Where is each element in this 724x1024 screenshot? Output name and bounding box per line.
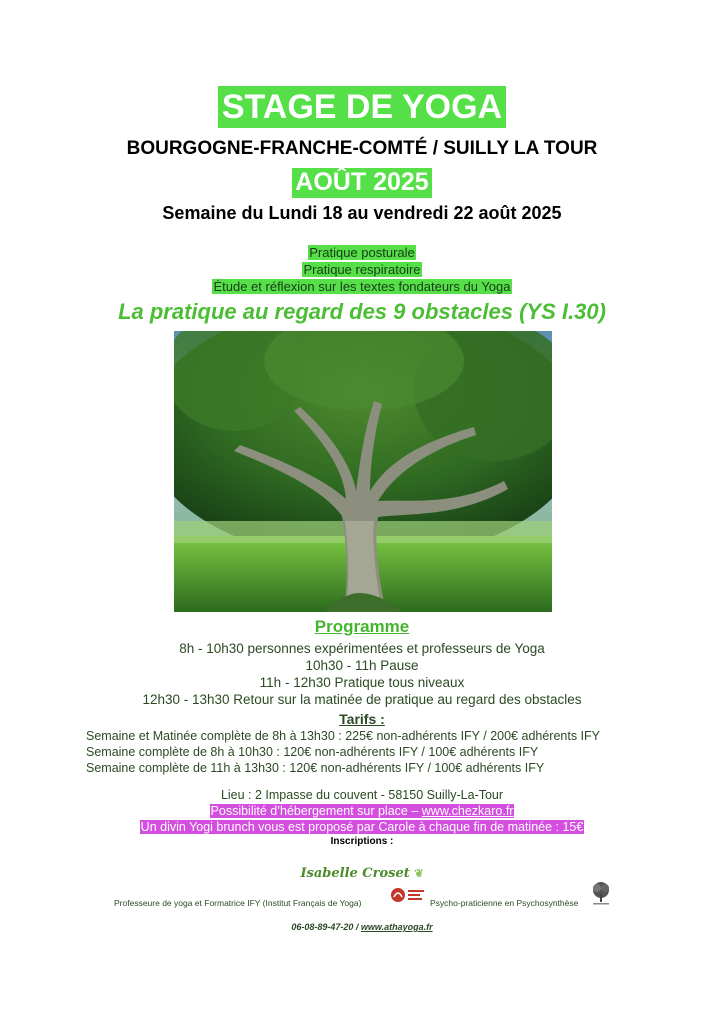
tarifs-list bbox=[86, 728, 600, 776]
title-text: STAGE DE YOGA bbox=[218, 86, 506, 128]
footer-left-text: Professeure de yoga et Formatrice IFY (Institut Français de Yoga) bbox=[114, 898, 362, 908]
inscriptions-label: Inscriptions : bbox=[330, 836, 394, 847]
hebergement-text: Possibilité d’hébergement sur place – bbox=[210, 804, 422, 818]
ify-logo-icon bbox=[388, 885, 428, 907]
month-line bbox=[0, 168, 724, 198]
themes-list bbox=[0, 244, 724, 295]
programme-item: 8h - 10h30 personnes expérimentées et professeurs de Yoga bbox=[179, 641, 545, 656]
programme-item: 10h30 - 11h Pause bbox=[305, 658, 419, 673]
page-title bbox=[0, 86, 724, 128]
tarif-item: Semaine et Matinée complète de 8h à 13h30 : 225€ non-adhérents IFY / 200€ adhérents IFY bbox=[86, 729, 601, 743]
lieu-address: Lieu : 2 Impasse du couvent - 58150 Suilly-La-Tour bbox=[220, 788, 504, 802]
lieu-block bbox=[0, 787, 724, 835]
tarifs-title: Tarifs : bbox=[339, 711, 385, 727]
signature bbox=[0, 866, 724, 881]
phone-text: 06-08-89-47-20 / bbox=[291, 922, 361, 932]
theme-item: Étude et réflexion sur les textes fondateurs du Yoga bbox=[213, 279, 511, 294]
website-link[interactable]: www.athayoga.fr bbox=[360, 922, 433, 932]
hebergement-link[interactable]: www.chezkaro.fr bbox=[421, 804, 514, 818]
programme-title: Programme bbox=[314, 617, 410, 636]
subtitle: La pratique au regard des 9 obstacles (YS I.30) bbox=[118, 299, 606, 324]
signature-text: Isabelle Croset bbox=[300, 866, 410, 881]
programme-item: 12h30 - 13h30 Retour sur la matinée de pratique au regard des obstacles bbox=[142, 692, 582, 707]
month-text: AOÛT 2025 bbox=[292, 168, 431, 198]
week-line: Semaine du Lundi 18 au vendredi 22 août 2025 bbox=[162, 203, 562, 223]
contact-line bbox=[0, 922, 724, 932]
tree-photo-icon bbox=[174, 331, 552, 612]
brunch-line: Un divin Yogi brunch vous est proposé par Carole à chaque fin de matinée : 15€ bbox=[140, 820, 584, 834]
tarif-item: Semaine complète de 8h à 10h30 : 120€ non-adhérents IFY / 100€ adhérents IFY bbox=[86, 745, 539, 759]
theme-item: Pratique respiratoire bbox=[303, 262, 421, 277]
programme-list bbox=[0, 640, 724, 708]
theme-item: Pratique posturale bbox=[309, 245, 415, 260]
hebergement-line bbox=[210, 804, 515, 818]
tree-photo bbox=[174, 331, 552, 612]
programme-item: 11h - 12h30 Pratique tous niveaux bbox=[259, 675, 465, 690]
tarif-item: Semaine complète de 11h à 13h30 : 120€ non-adhérents IFY / 100€ adhérents IFY bbox=[86, 761, 545, 775]
region-line: BOURGOGNE-FRANCHE-COMTÉ / SUILLY LA TOUR bbox=[126, 138, 598, 159]
footer-right-text: Psycho-praticienne en Psychosynthèse bbox=[430, 898, 579, 908]
tree-logo-icon bbox=[588, 880, 614, 908]
leaf-icon: ❦ bbox=[414, 867, 424, 880]
